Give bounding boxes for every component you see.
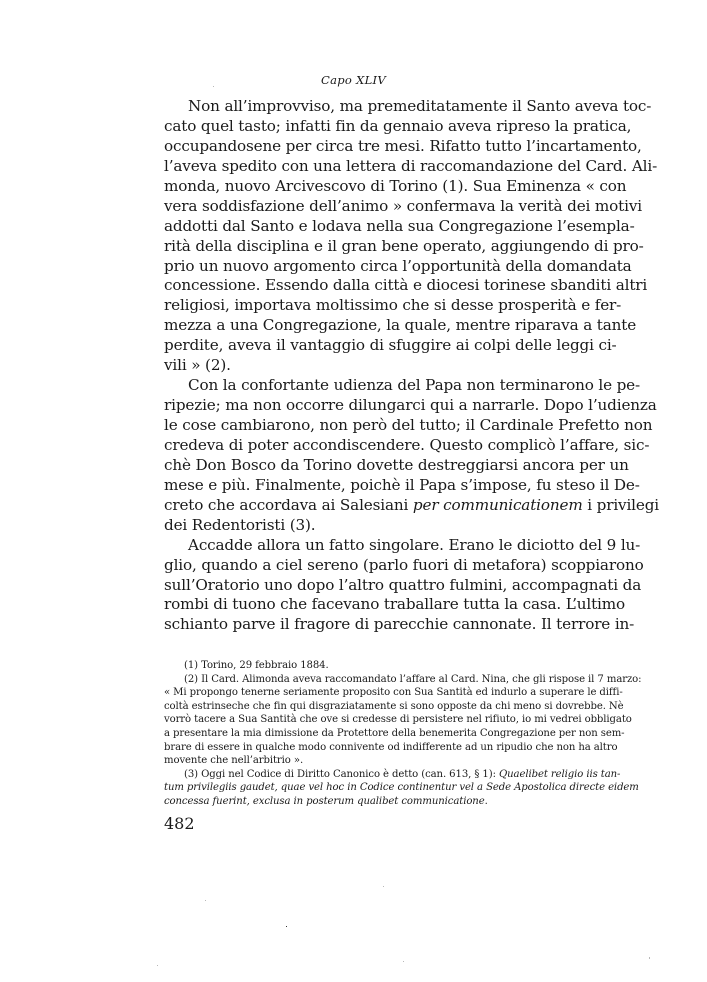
text-line: l’aveva spedito con una lettera di raccomandazione del Card. Ali- — [164, 156, 658, 175]
text-line: rombi di tuono che facevano traballare tutta la casa. L’ultimo — [164, 595, 625, 614]
text-span: i privilegi — [582, 495, 659, 514]
text-line: le cose cambiarono, non però del tutto; il Cardinale Prefetto non — [164, 416, 653, 434]
scan-speck — [157, 965, 158, 966]
running-head: Capo XLIV — [321, 73, 386, 87]
text-line: dei Redentoristi (3). — [164, 515, 316, 534]
italic-phrase: tum privilegiis gaudet, quae vel hoc in Codice continentur vel a Sede Apostolica directe eidem — [164, 782, 639, 794]
text-line: Con la confortante udienza del Papa non terminarono le pe- — [188, 376, 640, 395]
text-line: cato quel tasto; infatti fin da gennaio aveva ripreso la pratica, — [164, 116, 632, 135]
text-line: mezza a una Congregazione, la quale, mentre riparava a tante — [164, 316, 637, 335]
footnote-line: coltà estrinseche che fin qui disgraziatamente si sono opposte da chi meno si dovrebbe. Nè — [164, 700, 624, 712]
footnote-line — [164, 781, 639, 795]
italic-phrase: per communicationem — [412, 495, 583, 514]
footnotes — [164, 659, 642, 809]
scan-speck — [213, 86, 214, 87]
footnote-line: brare di essere in qualche modo connivente od indifferente ad un ripudio che non ha altro — [164, 741, 618, 753]
footnote-line: (2) Il Card. Alimonda aveva raccomandato l’affare al Card. Nina, che gli rispose il 7 marzo: — [184, 673, 642, 685]
text-line: religiosi, importava moltissimo che si desse prosperità e fer- — [164, 296, 622, 315]
italic-phrase: concessa fuerint, exclusa in posterum qualibet communicatione — [164, 795, 485, 807]
italic-phrase: Quaelibet religio iis tan- — [498, 768, 621, 780]
text-line: chè Don Bosco da Torino dovette destreggiarsi ancora per un — [164, 455, 629, 474]
footnote-line: movente che nell’arbitrio ». — [164, 755, 304, 767]
text-line: rità della disciplina e il gran bene operato, aggiungendo di pro- — [164, 236, 644, 255]
body-text — [164, 97, 659, 635]
footnote-line: a presentare la mia dimissione da Protettore della benemerita Congregazione per non sem- — [164, 727, 625, 739]
text-span: (3) Oggi nel Codice di Diritto Canonico è detto (can. 613, § 1): — [184, 768, 499, 780]
text-span: . — [484, 795, 488, 807]
text-line: prio un nuovo argomento circa l’opportunità della domandata — [164, 256, 632, 275]
page-number: 482 — [164, 814, 195, 833]
footnote-line: vorrò tacere a Sua Santità che ove si credesse di persistere nel rifiuto, io mi vedrei obbligato — [164, 714, 632, 726]
text-line — [164, 495, 659, 516]
scan-speck — [205, 900, 206, 901]
footnote-line: « Mi propongo tenerne seriamente proposito con Sua Santità ed indurlo a superare le diffi- — [164, 687, 623, 699]
text-line: schianto parve il fragore di parecchie cannonate. Il terrore in- — [164, 615, 635, 634]
text-line: vera soddisfazione dell’animo » confermava la verità dei motivi — [164, 196, 642, 215]
text-line: credeva di poter accondiscendere. Questo complicò l’affare, sic- — [164, 435, 650, 454]
text-line: addotti dal Santo e lodava nella sua Congregazione l’esempla- — [164, 216, 635, 235]
scan-speck — [403, 961, 404, 962]
text-line: vili » (2). — [164, 356, 231, 375]
text-line: ripezie; ma non occorre dilungarci qui a narrarle. Dopo l’udienza — [164, 396, 657, 415]
scan-speck — [286, 926, 287, 927]
text-line: monda, nuovo Arcivescovo di Torino (1). Sua Eminenza « con — [164, 176, 627, 195]
text-line: mese e più. Finalmente, poichè il Papa s’impose, fu steso il De- — [164, 475, 640, 494]
scan-speck — [383, 886, 384, 887]
text-span: creto che accordava ai Salesiani — [164, 495, 413, 514]
text-line: perdite, aveva il vantaggio di sfuggire ai colpi delle leggi ci- — [164, 336, 617, 355]
text-line: occupandosene per circa tre mesi. Rifatto tutto l’incartamento, — [164, 136, 642, 155]
footnote-line: (1) Torino, 29 febbraio 1884. — [184, 660, 329, 671]
text-line: concessione. Essendo dalla città e diocesi torinese sbanditi altri — [164, 276, 648, 295]
text-line: glio, quando a ciel sereno (parlo fuori di metafora) scoppiarono — [164, 555, 644, 574]
footnote-line — [164, 795, 577, 809]
footnote-line — [164, 768, 621, 782]
scan-speck — [649, 957, 650, 959]
text-line: Non all’improvviso, ma premeditatamente il Santo aveva toc- — [188, 97, 652, 115]
text-line: Accadde allora un fatto singolare. Erano le diciotto del 9 lu- — [188, 535, 641, 554]
text-line: sull’Oratorio uno dopo l’altro quattro fulmini, accompagnati da — [164, 575, 642, 594]
